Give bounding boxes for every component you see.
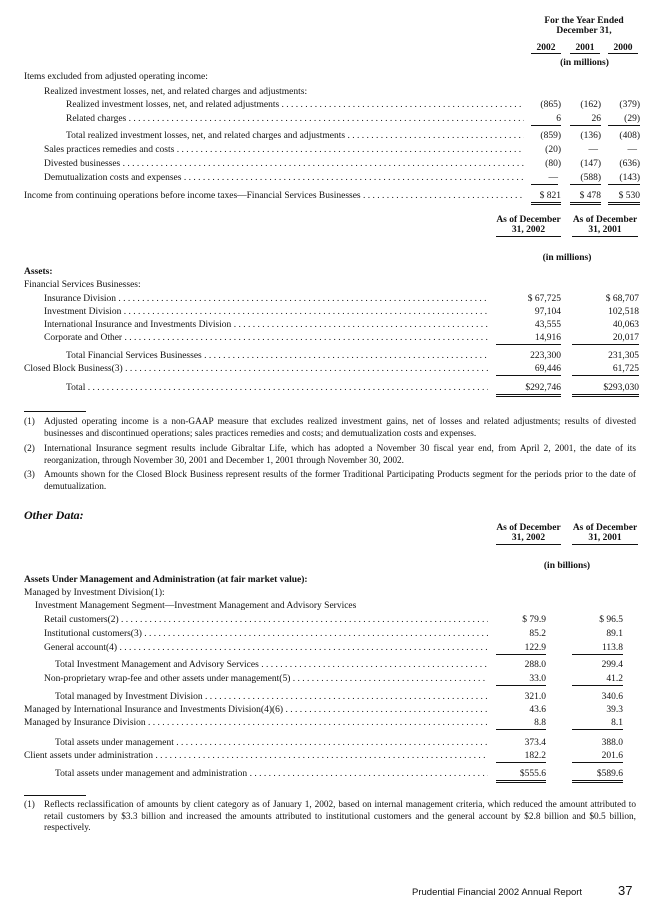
t3-value: 8.8 <box>496 718 546 730</box>
footnote-number: (1) <box>24 800 35 810</box>
t3-value: 89.1 <box>606 629 623 639</box>
t3-value: $555.6 <box>496 769 546 783</box>
t1-value: $ 530 <box>608 191 640 205</box>
t1-row-label: Demutualization costs and expenses . . . <box>44 173 524 184</box>
t1-value: (29) <box>608 114 640 126</box>
t2-value: 102,518 <box>608 307 639 317</box>
t1-value: 26 <box>570 114 601 126</box>
footnote-text: Reflects reclassification of amounts by client category as of January 1, 2002, based on internal management criteria, which reduced the amount attributed to retail customers by $3.3 billion and increased the amounts attributed to institutional customers and the general account by $2.8 billion and $0.5 billion, respectively. <box>44 800 636 834</box>
t3-value: 373.4 <box>524 738 546 748</box>
t1-value: (20) <box>545 145 561 155</box>
t3-row-label: Client assets under administration . . . <box>24 751 488 762</box>
t1-value: (588) <box>570 173 601 185</box>
t1-year-header: 2001 <box>570 43 600 54</box>
t3-row-label: Total managed by Investment Division . . . <box>55 692 488 703</box>
t2-value: 231,305 <box>608 351 639 361</box>
t1-value: (408) <box>619 131 640 141</box>
t3-row-label: Investment Management Segment—Investment Management and Advisory Services <box>35 601 357 611</box>
t2-value: 223,300 <box>530 351 561 361</box>
t3-value: 41.2 <box>572 674 623 686</box>
t3-row-label: Total Investment Management and Advisory Services . . . <box>55 660 488 671</box>
t1-value: (859) <box>540 131 561 141</box>
t1-value: (143) <box>608 173 640 185</box>
t3-value: 340.6 <box>601 692 623 702</box>
t1-row-label: Income from continuing operations before income taxes—Financial Services Businesses . . . <box>24 191 524 202</box>
t3-row-label: Managed by Insurance Division . . . <box>24 718 488 729</box>
t2-row-label: Closed Block Business(3) . . . <box>24 364 488 375</box>
t3-row-label: Institutional customers(3) . . . <box>44 629 488 640</box>
t3-value: 201.6 <box>572 751 623 763</box>
t3-col-header: As of December 31, 2001 <box>572 523 638 544</box>
t2-col-header: As of December 31, 2001 <box>572 215 638 236</box>
t2-row-label: Corporate and Other . . . <box>44 333 488 344</box>
t2-value: $292,746 <box>496 383 561 397</box>
footnote-number: (1) <box>24 417 35 427</box>
t3-value: $ 96.5 <box>599 615 623 625</box>
t3-value: 43.6 <box>529 705 546 715</box>
t2-value: 43,555 <box>534 320 561 330</box>
t3-value: 8.1 <box>572 718 623 730</box>
t3-unit-label: (in billions) <box>543 561 591 571</box>
t1-value: 6 <box>531 114 561 126</box>
other-data-title: Other Data: <box>24 508 84 522</box>
t1-period-header: For the Year Ended December 31, <box>544 16 624 37</box>
t3-value: 321.0 <box>524 692 546 702</box>
t2-unit-label: (in millions) <box>542 253 592 263</box>
t2-row-label: Financial Services Businesses: <box>24 280 141 290</box>
t3-row-label: Total assets under management . . . <box>55 738 488 749</box>
t1-value: (636) <box>619 159 640 169</box>
t3-row-label: Managed by International Insurance and Investments Division(4)(6) . . . <box>24 705 488 716</box>
t2-value: 14,916 <box>496 333 561 345</box>
t1-row-label: Related charges . . . <box>66 114 524 125</box>
footnote-text: International Insurance segment results include Gibraltar Life, which has adopted a November 30 fiscal year end, from April 2, 2001, the date of its reorganization, through November 30, 2001 and December 1, 2001 through November 30, 2002. <box>44 444 636 466</box>
t1-value: $ 821 <box>531 191 561 205</box>
t1-year-header: 2002 <box>531 43 561 54</box>
t1-row-label: Realized investment losses, net, and related adjustments . . . <box>66 100 524 111</box>
t1-value: — <box>627 145 637 155</box>
t3-row-label: Non-proprietary wrap-fee and other assets under management(5) . . . <box>44 674 488 685</box>
t3-row-label: General account(4) . . . <box>44 643 488 654</box>
footnote-number: (3) <box>24 470 35 480</box>
footnote-text: Adjusted operating income is a non-GAAP measure that excludes realized investment gains, net of losses and related adjustments; results of divested businesses and discontinued operations; sales practices remedies and costs; and demutualization costs and expenses. <box>44 417 636 439</box>
t3-value: 182.2 <box>496 751 546 763</box>
t3-value: 113.8 <box>572 643 623 655</box>
t3-section-title: Assets Under Management and Administration (at fair market value): <box>24 575 308 585</box>
t3-value: 85.2 <box>529 629 546 639</box>
t3-value: 122.9 <box>496 643 546 655</box>
t2-value: 20,017 <box>572 333 639 345</box>
footnote-divider <box>24 411 86 412</box>
footnote-number: (2) <box>24 444 35 454</box>
t1-value: (147) <box>580 159 601 169</box>
t2-value: $293,030 <box>572 383 639 397</box>
t2-row-label: International Insurance and Investments Division . . . <box>44 320 488 331</box>
t1-row-label: Divested businesses . . . <box>44 159 524 170</box>
footnote-divider <box>24 795 86 796</box>
t1-value: — <box>588 145 598 155</box>
t3-value: 388.0 <box>601 738 623 748</box>
t3-value: 39.3 <box>606 705 623 715</box>
t3-value: $ 79.9 <box>522 615 546 625</box>
t2-value: $ 68,707 <box>605 294 639 304</box>
t3-row-label: Total assets under management and administration . . . <box>55 769 488 780</box>
t2-value: $ 67,725 <box>527 294 561 304</box>
t2-section-title: Assets: <box>24 267 53 277</box>
t1-unit-label: (in millions) <box>560 58 609 68</box>
t1-value: $ 478 <box>570 191 601 205</box>
t1-row-label: Items excluded from adjusted operating income: <box>24 72 208 82</box>
t1-row-label: Total realized investment losses, net, and related charges and adjustments . . . <box>66 131 524 142</box>
t2-row-label: Total Financial Services Businesses . . . <box>66 351 488 362</box>
t1-year-header: 2000 <box>608 43 638 54</box>
t2-value: 40,063 <box>612 320 639 330</box>
t3-value: 33.0 <box>496 674 546 686</box>
t1-row-label: Realized investment losses, net, and related charges and adjustments: <box>44 87 308 97</box>
t3-value: $589.6 <box>572 769 623 783</box>
t2-row-label: Insurance Division . . . <box>44 294 488 305</box>
t1-value: — <box>531 173 558 185</box>
t2-value: 61,725 <box>572 364 639 376</box>
page-number: 37 <box>618 883 633 898</box>
t2-value: 69,446 <box>496 364 561 376</box>
t1-value: (162) <box>580 100 601 110</box>
t3-row-label: Retail customers(2) . . . <box>44 615 488 626</box>
t1-value: (865) <box>540 100 561 110</box>
t2-col-header: As of December 31, 2002 <box>496 215 561 236</box>
t1-value: (379) <box>619 100 640 110</box>
t2-value: 97,104 <box>534 307 561 317</box>
t3-value: 288.0 <box>524 660 546 670</box>
t3-value: 299.4 <box>601 660 623 670</box>
t1-value: (136) <box>580 131 601 141</box>
t3-col-header: As of December 31, 2002 <box>496 523 561 544</box>
t1-value: (80) <box>545 159 561 169</box>
t2-row-label: Total . . . <box>66 383 488 394</box>
footer-report-title: Prudential Financial 2002 Annual Report <box>412 887 583 898</box>
t2-row-label: Investment Division . . . <box>44 307 488 318</box>
t1-row-label: Sales practices remedies and costs . . . <box>44 145 524 156</box>
t3-row-label: Managed by Investment Division(1): <box>24 588 165 598</box>
footnote-text: Amounts shown for the Closed Block Business represent results of the former Traditional Participating Products segment for the periods prior to the date of demutualization. <box>44 470 636 492</box>
